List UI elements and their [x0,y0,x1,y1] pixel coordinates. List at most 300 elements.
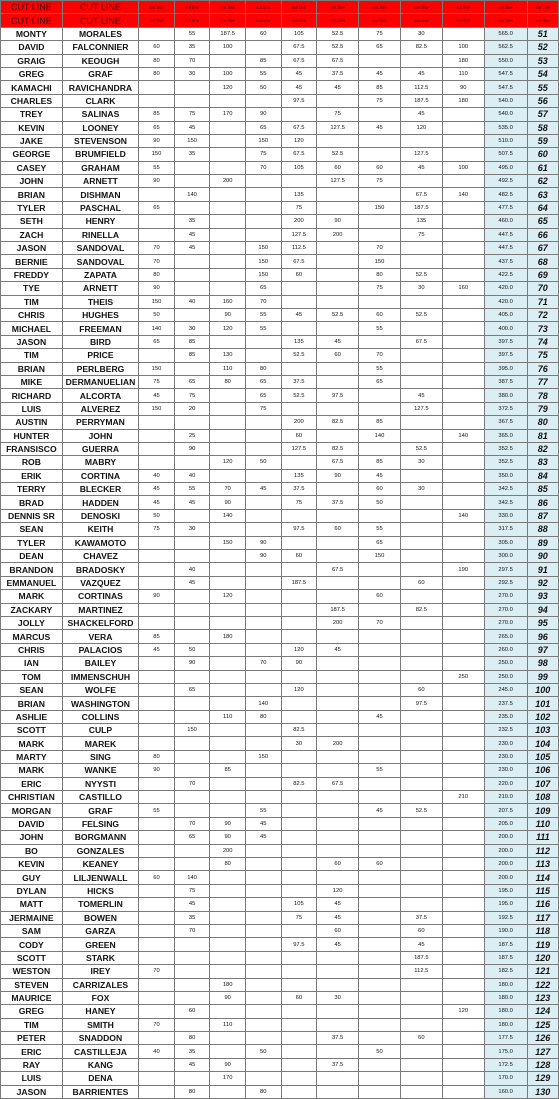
table-row [1,630,559,643]
score-cell: 45 [174,496,210,509]
score-cell [281,590,317,603]
score-cell [210,616,246,629]
score-cell [317,951,359,964]
score-cell [442,242,484,255]
first-name-cell: BERNIE [1,255,63,268]
score-cell [442,965,484,978]
score-cell [210,804,246,817]
rank-cell: 90 [527,550,558,563]
score-cell [359,817,401,830]
cut-line-cell: cut line [527,14,558,27]
score-cell [210,335,246,348]
rank-cell: 61 [527,161,558,174]
table-row [1,523,559,536]
first-name-cell: BRIAN [1,697,63,710]
score-cell [317,1085,359,1098]
first-name-cell: GRAIG [1,54,63,67]
score-cell [210,389,246,402]
first-name-cell: FRANSISCO [1,442,63,455]
score-cell [400,670,442,683]
score-cell: 45 [174,242,210,255]
score-cell [359,1072,401,1085]
score-cell [174,590,210,603]
score-cell: 112.5 [400,965,442,978]
score-cell: 45 [359,469,401,482]
first-name-cell: KEVIN [1,858,63,871]
score-cell [281,978,317,991]
table-row [1,456,559,469]
total-cell: 175.0 [484,1045,527,1058]
score-cell [359,938,401,951]
last-name-cell: PASCHAL [62,201,138,214]
first-name-cell: CHRIS [1,643,63,656]
first-name-cell: CODY [1,938,63,951]
score-cell: 90 [174,657,210,670]
score-cell: 35 [174,1045,210,1058]
score-cell [442,362,484,375]
last-name-cell: MORALES [62,27,138,40]
score-cell [359,697,401,710]
table-row [1,308,559,321]
first-name-cell: GREG [1,67,63,80]
score-cell: 65 [359,536,401,549]
first-name-cell: IAN [1,657,63,670]
total-cell: 250.0 [484,657,527,670]
score-cell [281,1072,317,1085]
score-cell: 67.5 [281,54,317,67]
score-cell: 150 [174,724,210,737]
score-cell [442,536,484,549]
score-cell: 20 [174,402,210,415]
score-cell [139,697,175,710]
score-cell [245,737,281,750]
first-name-cell: AUSTIN [1,416,63,429]
last-name-cell: FOX [62,991,138,1004]
score-cell: 45 [317,911,359,924]
score-cell [139,777,175,790]
score-cell: 45 [317,335,359,348]
score-cell [210,697,246,710]
score-cell [359,1085,401,1098]
score-cell [174,1018,210,1031]
total-cell: 187.5 [484,938,527,951]
score-cell: 150 [174,134,210,147]
score-cell [245,951,281,964]
last-name-cell: PALACIOS [62,643,138,656]
score-cell [174,844,210,857]
score-cell: 135 [281,335,317,348]
score-cell [317,697,359,710]
score-cell: 100 [442,161,484,174]
rank-cell: 79 [527,402,558,415]
score-cell [317,750,359,763]
score-cell: 40 [174,469,210,482]
score-cell [359,108,401,121]
total-cell: 230.0 [484,750,527,763]
last-name-cell: LILJENWALL [62,871,138,884]
score-cell: 70 [139,1018,175,1031]
score-cell: 105 [281,161,317,174]
score-cell [139,831,175,844]
first-name-cell: JOLLY [1,616,63,629]
score-cell: 160 [210,295,246,308]
total-cell: 447.5 [484,242,527,255]
score-cell: 67.5 [317,54,359,67]
score-cell [442,322,484,335]
rank-cell: 88 [527,523,558,536]
score-cell [210,683,246,696]
score-cell [281,831,317,844]
first-name-cell: JAKE [1,134,63,147]
last-name-cell: HANEY [62,1005,138,1018]
score-cell [210,469,246,482]
score-cell: 85 [245,54,281,67]
score-cell [210,161,246,174]
score-cell: 50 [359,496,401,509]
score-cell: 180 [210,978,246,991]
score-cell [174,416,210,429]
score-cell: 45 [400,67,442,80]
score-cell: 40 [139,469,175,482]
score-cell [281,924,317,937]
score-cell: 120 [317,884,359,897]
last-name-cell: DENA [62,1072,138,1085]
score-cell: 80 [174,1032,210,1045]
total-cell: 372.5 [484,402,527,415]
score-cell: 30 [174,322,210,335]
last-name-cell: KEITH [62,523,138,536]
score-cell [210,54,246,67]
score-cell [442,108,484,121]
first-name-cell: TOM [1,670,63,683]
rank-cell: 86 [527,496,558,509]
total-cell: 397.5 [484,349,527,362]
score-cell [359,724,401,737]
last-name-cell: DISHMAN [62,188,138,201]
score-cell: 35 [174,148,210,161]
score-cell [139,978,175,991]
cut-line-row [1,1,559,14]
score-cell [281,362,317,375]
score-cell [317,375,359,388]
first-name-cell: MAURICE [1,991,63,1004]
last-name-cell: BAILEY [62,657,138,670]
score-cell [442,496,484,509]
score-cell: 80 [139,54,175,67]
score-cell: 45 [174,228,210,241]
score-cell: 70 [174,54,210,67]
rank-cell: 104 [527,737,558,750]
score-cell [245,188,281,201]
last-name-cell: CLARK [62,94,138,107]
table-row [1,41,559,54]
score-cell [210,402,246,415]
score-cell: 90 [139,134,175,147]
rank-cell: 54 [527,67,558,80]
last-name-cell: MARTINEZ [62,603,138,616]
score-cell: 65 [245,282,281,295]
total-cell: 292.5 [484,576,527,589]
table-row [1,683,559,696]
score-cell [174,201,210,214]
last-name-cell: FREEMAN [62,322,138,335]
score-cell [317,536,359,549]
score-cell [442,1032,484,1045]
score-cell: 37.5 [400,911,442,924]
score-cell: 55 [174,483,210,496]
score-cell: 60 [281,550,317,563]
score-cell: 135 [281,188,317,201]
score-cell [210,965,246,978]
score-cell: 80 [245,362,281,375]
last-name-cell: CORTINAS [62,590,138,603]
score-cell [359,335,401,348]
rank-cell: 96 [527,630,558,643]
total-cell: 482.5 [484,188,527,201]
rank-cell: 63 [527,188,558,201]
first-name-cell: GEORGE [1,148,63,161]
table-row [1,108,559,121]
score-cell [174,94,210,107]
total-cell: 192.5 [484,911,527,924]
score-cell: 70 [359,616,401,629]
score-cell [281,791,317,804]
score-cell [317,590,359,603]
score-cell: 90 [139,175,175,188]
score-cell [245,496,281,509]
score-cell [317,94,359,107]
last-name-cell: ARNETT [62,175,138,188]
score-cell [359,978,401,991]
score-cell [442,951,484,964]
score-cell: 45 [174,1058,210,1071]
score-cell [210,416,246,429]
cut-line-cell: cut line [210,14,246,27]
total-cell: 400.0 [484,322,527,335]
last-name-cell: SMITH [62,1018,138,1031]
table-row [1,764,559,777]
total-cell: 535.0 [484,121,527,134]
score-cell [400,898,442,911]
score-cell: 82.5 [400,41,442,54]
score-cell [400,54,442,67]
score-cell [245,335,281,348]
score-cell [359,402,401,415]
score-cell [210,121,246,134]
score-cell [317,791,359,804]
total-cell: 547.5 [484,67,527,80]
score-cell [359,148,401,161]
score-cell [359,1018,401,1031]
score-cell: 45 [245,831,281,844]
cut-line-cell: cut line [484,1,527,14]
table-row [1,884,559,897]
table-row [1,1085,559,1098]
score-cell [245,523,281,536]
score-cell: 60 [281,429,317,442]
score-cell [442,402,484,415]
score-cell [174,282,210,295]
score-cell: 150 [245,255,281,268]
score-cell [174,938,210,951]
total-cell: 297.5 [484,563,527,576]
rank-cell: 100 [527,683,558,696]
table-row [1,282,559,295]
score-cell [281,563,317,576]
score-cell: 127.5 [281,228,317,241]
total-cell: 420.0 [484,295,527,308]
score-cell: 140 [442,509,484,522]
rank-cell: 94 [527,603,558,616]
score-cell [245,416,281,429]
rank-cell: 129 [527,1072,558,1085]
score-cell [245,965,281,978]
score-cell: 127.5 [400,402,442,415]
last-name-cell: HICKS [62,884,138,897]
score-cell: 45 [139,389,175,402]
score-cell [359,576,401,589]
score-cell: 120 [281,683,317,696]
score-cell: 105 [281,898,317,911]
score-cell [359,791,401,804]
total-cell: 395.0 [484,362,527,375]
score-cell: 50 [245,456,281,469]
score-cell [174,268,210,281]
score-cell: 127.5 [400,148,442,161]
total-cell: 182.5 [484,965,527,978]
score-cell [442,777,484,790]
score-cell [139,924,175,937]
score-cell [139,657,175,670]
score-cell [281,456,317,469]
first-name-cell: MORGAN [1,804,63,817]
score-cell: 45 [139,643,175,656]
table-row [1,94,559,107]
score-cell [210,94,246,107]
rank-cell: 77 [527,375,558,388]
score-cell [442,148,484,161]
rank-cell: 71 [527,295,558,308]
last-name-cell: BORGMANN [62,831,138,844]
table-row [1,590,559,603]
last-name-cell: SANDOVAL [62,242,138,255]
score-cell: 120 [442,1005,484,1018]
last-name-cell: GUERRA [62,442,138,455]
table-row [1,777,559,790]
score-cell [359,951,401,964]
score-cell: 112.5 [400,81,442,94]
score-cell [139,94,175,107]
score-cell [442,603,484,616]
score-cell [359,442,401,455]
rank-cell: 111 [527,831,558,844]
rank-cell: 76 [527,362,558,375]
score-cell: 45 [245,817,281,830]
table-row [1,496,559,509]
score-cell: 70 [174,924,210,937]
score-cell: 50 [245,81,281,94]
score-cell [210,188,246,201]
score-cell: 90 [245,536,281,549]
last-name-cell: STARK [62,951,138,964]
score-cell [442,523,484,536]
score-cell: 170 [210,108,246,121]
score-cell: 30 [400,27,442,40]
score-cell [210,737,246,750]
first-name-cell: ERIC [1,777,63,790]
score-cell [317,242,359,255]
last-name-cell: THEIS [62,295,138,308]
score-cell [442,817,484,830]
score-cell [317,710,359,723]
total-cell: 477.5 [484,201,527,214]
score-cell [245,201,281,214]
score-cell [400,616,442,629]
rank-cell: 83 [527,456,558,469]
first-name-cell: KEVIN [1,121,63,134]
score-cell: 85 [210,764,246,777]
total-cell: 547.5 [484,81,527,94]
score-cell [359,898,401,911]
score-cell [210,201,246,214]
score-cell [245,442,281,455]
score-cell: 55 [359,764,401,777]
score-cell: 75 [174,108,210,121]
table-row [1,1005,559,1018]
cut-line-cell: cut line [400,1,442,14]
score-cell [442,134,484,147]
score-cell [245,1018,281,1031]
first-name-cell: MIKE [1,375,63,388]
score-cell: 70 [245,657,281,670]
score-cell [210,576,246,589]
score-cell [317,509,359,522]
score-cell [281,1005,317,1018]
table-row [1,54,559,67]
score-cell: 90 [245,550,281,563]
total-cell: 270.0 [484,616,527,629]
score-cell [139,416,175,429]
table-row [1,804,559,817]
total-cell: 420.0 [484,282,527,295]
table-row [1,791,559,804]
score-cell [281,858,317,871]
score-cell [400,750,442,763]
first-name-cell: DYLAN [1,884,63,897]
cut-line-cell: cut line [359,14,401,27]
table-row [1,991,559,1004]
score-cell [442,804,484,817]
score-cell: 140 [210,509,246,522]
last-name-cell: FALCONNIER [62,41,138,54]
score-cell: 60 [317,523,359,536]
score-cell: 35 [174,911,210,924]
rank-cell: 89 [527,536,558,549]
rank-cell: 91 [527,563,558,576]
total-cell: 170.0 [484,1072,527,1085]
score-cell: 70 [359,349,401,362]
total-cell: 230.0 [484,737,527,750]
first-name-cell: GREG [1,1005,63,1018]
total-cell: 265.0 [484,630,527,643]
score-cell: 65 [139,201,175,214]
score-cell [139,456,175,469]
score-cell: 60 [400,576,442,589]
score-cell [174,737,210,750]
rank-cell: 126 [527,1032,558,1045]
score-cell: 50 [359,1045,401,1058]
score-cell [245,215,281,228]
